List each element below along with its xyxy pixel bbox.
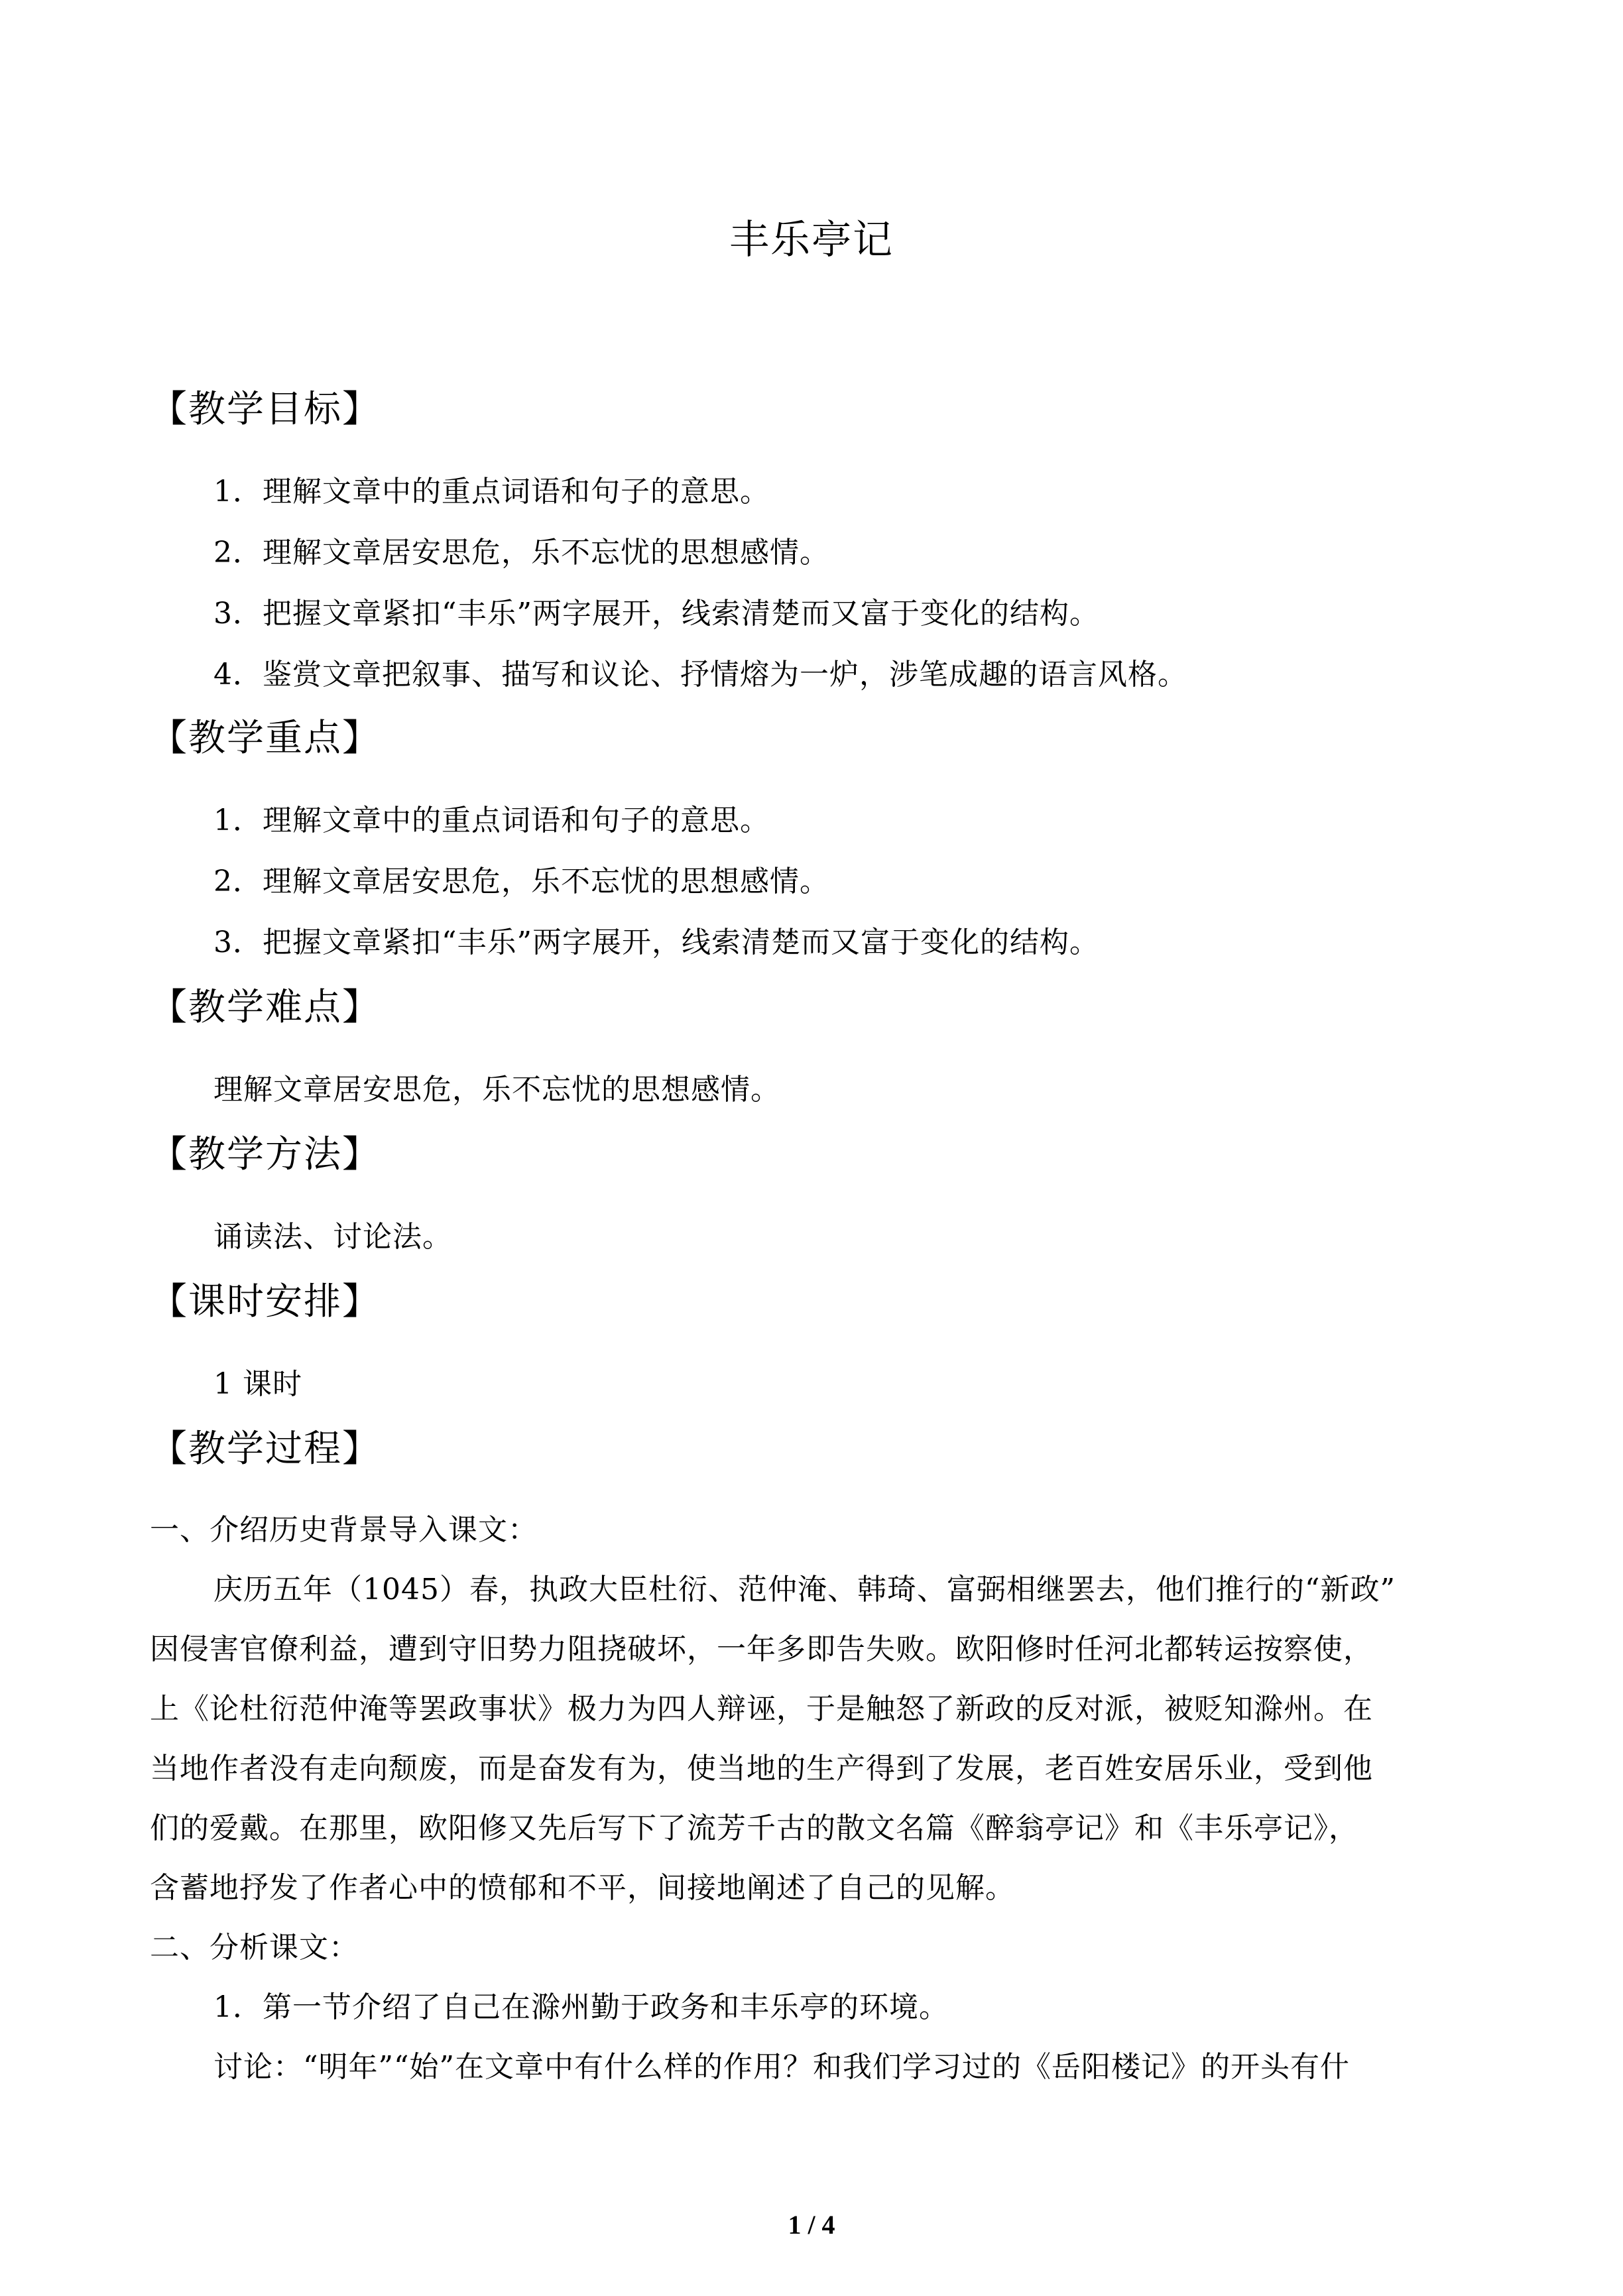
objective-item: 3．把握文章紧扣“丰乐”两字展开，线索清楚而又富于变化的结构。	[213, 597, 1099, 631]
process-paragraph-line: 因侵害官僚利益，遭到守旧势力阻挠破坏，一年多即告失败。欧阳修时任河北都转运按察使，	[150, 1632, 1373, 1666]
heading-difficulties: 【教学难点】	[150, 986, 381, 1029]
process-paragraph-line: 含蓄地抒发了作者心中的愤郁和不平，间接地阐述了自己的见解。	[150, 1871, 1015, 1905]
heading-process: 【教学过程】	[150, 1427, 381, 1471]
key-point-item: 3．把握文章紧扣“丰乐”两字展开，线索清楚而又富于变化的结构。	[213, 926, 1099, 959]
schedule-text: 1 课时	[213, 1367, 302, 1401]
heading-objectives: 【教学目标】	[150, 388, 381, 431]
process-part2-title: 二、分析课文：	[150, 1931, 359, 1964]
objective-item: 4．鉴赏文章把叙事、描写和议论、抒情熔为一炉，涉笔成趣的语言风格。	[213, 658, 1187, 692]
process-paragraph-line: 上《论杜衍范仲淹等罢政事状》极力为四人辩诬，于是触怒了新政的反对派，被贬知滁州。在	[150, 1692, 1373, 1726]
heading-key-points: 【教学重点】	[150, 717, 381, 760]
process-paragraph-line: 庆历五年（1045）春，执政大臣杜衍、范仲淹、韩琦、富弼相继罢去，他们推行的“新政”	[213, 1573, 1396, 1606]
key-point-item: 1．理解文章中的重点词语和句子的意思。	[213, 804, 770, 837]
key-point-item: 2．理解文章居安思危，乐不忘忧的思想感情。	[213, 865, 829, 898]
process-part2-item: 1．第一节介绍了自己在滁州勤于政务和丰乐亭的环境。	[213, 1990, 949, 2024]
page-number: 1 / 4	[788, 2210, 835, 2240]
page-title: 丰乐亭记	[729, 217, 894, 263]
process-part1-title: 一、介绍历史背景导入课文：	[150, 1513, 538, 1547]
heading-schedule: 【课时安排】	[150, 1280, 381, 1323]
heading-methods: 【教学方法】	[150, 1133, 381, 1176]
objective-item: 2．理解文章居安思危，乐不忘忧的思想感情。	[213, 536, 829, 570]
process-part2-discussion: 讨论：“明年”“始”在文章中有什么样的作用？和我们学习过的《岳阳楼记》的开头有什	[213, 2050, 1350, 2084]
process-paragraph-line: 当地作者没有走向颓废，而是奋发有为，使当地的生产得到了发展，老百姓安居乐业，受到他	[150, 1752, 1373, 1785]
methods-text: 诵读法、讨论法。	[213, 1220, 452, 1254]
process-paragraph-line: 们的爱戴。在那里，欧阳修又先后写下了流芳千古的散文名篇《醉翁亭记》和《丰乐亭记》，	[150, 1811, 1358, 1845]
difficulties-text: 理解文章居安思危，乐不忘忧的思想感情。	[213, 1073, 780, 1107]
objective-item: 1．理解文章中的重点词语和句子的意思。	[213, 475, 770, 509]
